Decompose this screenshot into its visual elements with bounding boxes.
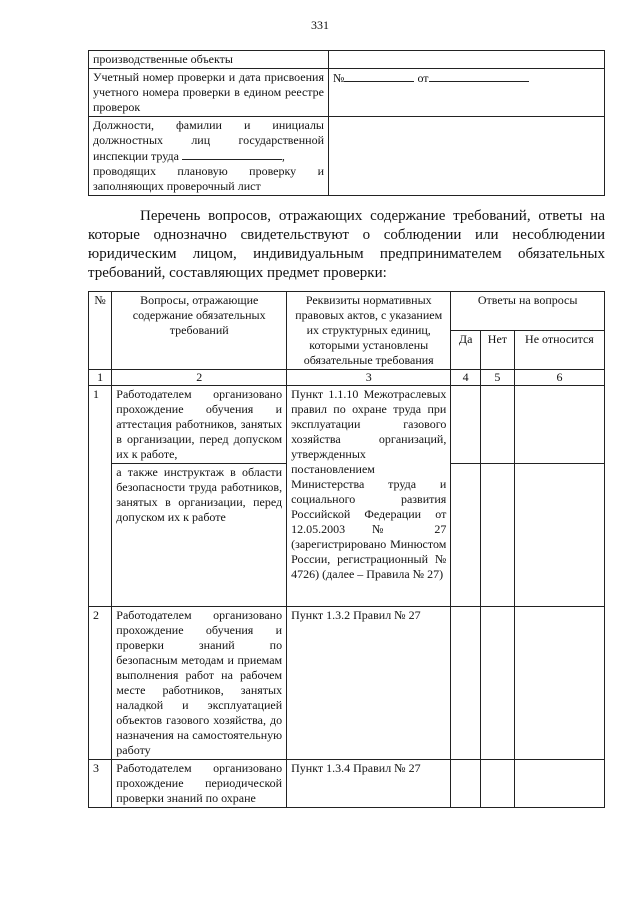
form-value-inspectors bbox=[329, 117, 605, 196]
form-label-inspectors bbox=[89, 117, 329, 196]
colnum-4: 4 bbox=[451, 370, 481, 386]
colnum-6: 6 bbox=[514, 370, 604, 386]
form-label-registry: Учетный номер проверки и дата присвоения учетного номера проверки в едином реестре проверок bbox=[89, 69, 329, 117]
row-1-no-cell-a bbox=[480, 386, 514, 464]
row-1-na-cell-b bbox=[514, 464, 604, 607]
header-answers: Ответы на вопросы bbox=[451, 292, 605, 331]
row-3-question: Работодателем организовано прохождение периодической проверки знаний по охране bbox=[112, 760, 287, 808]
form-row-inspectors bbox=[89, 117, 605, 196]
registry-date-blank bbox=[429, 70, 529, 82]
row-3-requisite: Пункт 1.3.4 Правил № 27 bbox=[287, 760, 451, 808]
row-1-no-cell-b bbox=[480, 464, 514, 607]
form-value-objects bbox=[329, 51, 605, 69]
table-row-1a bbox=[89, 386, 605, 464]
row-1-question-part1: Работодателем организовано прохождение обучения и аттестация работников, занятых в организации, перед допуском их к работе, bbox=[112, 386, 287, 464]
row-1-requisite: Пункт 1.1.10 Межотраслевых правил по охране труда при эксплуатации газового хозяйства организаций, утвержденных постановлением Министерства труда и социального развития Российской Федерации от 12.05.2003 № 27 (зарегистрировано Минюстом России, регистрационный № 4726) (далее – Правила № 27) bbox=[287, 386, 451, 607]
row-1-na-cell-a bbox=[514, 386, 604, 464]
colnum-1: 1 bbox=[89, 370, 112, 386]
column-number-row bbox=[89, 370, 605, 386]
row-2-question: Работодателем организовано прохождение обучения и проверки знаний по безопасным методам и приемам выполнения работ на рабочем месте работников, занятых наладкой и эксплуатацией объектов газового хозяйства, до назначения на самостоятельную работу bbox=[112, 607, 287, 760]
form-row-objects bbox=[89, 51, 605, 69]
form-row-registry bbox=[89, 69, 605, 117]
form-label-objects: производственные объекты bbox=[89, 51, 329, 69]
inspectors-label-line2: проводящих плановую проверку и заполняющих проверочный лист bbox=[93, 164, 324, 193]
checklist-table bbox=[88, 291, 605, 808]
row-1-yes-cell-a bbox=[451, 386, 481, 464]
row-3-yes-cell bbox=[451, 760, 481, 808]
row-3-no-cell bbox=[480, 760, 514, 808]
inspection-form-table bbox=[88, 50, 605, 196]
header-row bbox=[89, 292, 605, 331]
form-value-registry bbox=[329, 69, 605, 117]
registry-number-blank bbox=[344, 70, 414, 82]
registry-date-prefix: от bbox=[417, 71, 429, 85]
row-2-requisite: Пункт 1.3.2 Правил № 27 bbox=[287, 607, 451, 760]
header-requisites: Реквизиты нормативных правовых актов, с указанием их структурных единиц, которыми установлены обязательные требования bbox=[287, 292, 451, 370]
registry-number-sign: № bbox=[333, 71, 345, 85]
table-row-3 bbox=[89, 760, 605, 808]
inspectors-label-line1: Должности, фамилии и инициалы должностных лиц государственной инспекции труда , bbox=[93, 118, 324, 163]
header-questions: Вопросы, отражающие содержание обязательных требований bbox=[112, 292, 287, 370]
row-1-question-part2: а также инструктаж в области безопасности труда работников, занятых в организации, перед допуском их к работе bbox=[112, 464, 287, 607]
page-number: 331 bbox=[311, 18, 329, 32]
row-2-no-cell bbox=[480, 607, 514, 760]
colnum-3: 3 bbox=[287, 370, 451, 386]
header-no-answer: Нет bbox=[480, 331, 514, 370]
intro-paragraph: Перечень вопросов, отражающих содержание требований, ответы на которые однозначно свидетельствуют о соблюдении или несоблюдении юридическим лицом, индивидуальным предпринимателем обязательных требований, составляющих предмет проверки: bbox=[88, 208, 605, 281]
row-3-na-cell bbox=[514, 760, 604, 808]
header-yes: Да bbox=[451, 331, 481, 370]
inspectors-blank bbox=[182, 148, 282, 160]
header-no: № bbox=[89, 292, 112, 370]
row-2-number: 2 bbox=[89, 607, 112, 760]
header-not-applicable: Не относится bbox=[514, 331, 604, 370]
row-3-number: 3 bbox=[89, 760, 112, 808]
colnum-2: 2 bbox=[112, 370, 287, 386]
colnum-5: 5 bbox=[480, 370, 514, 386]
row-1-number: 1 bbox=[89, 386, 112, 607]
row-2-na-cell bbox=[514, 607, 604, 760]
row-2-yes-cell bbox=[451, 607, 481, 760]
table-row-2 bbox=[89, 607, 605, 760]
row-1-yes-cell-b bbox=[451, 464, 481, 607]
